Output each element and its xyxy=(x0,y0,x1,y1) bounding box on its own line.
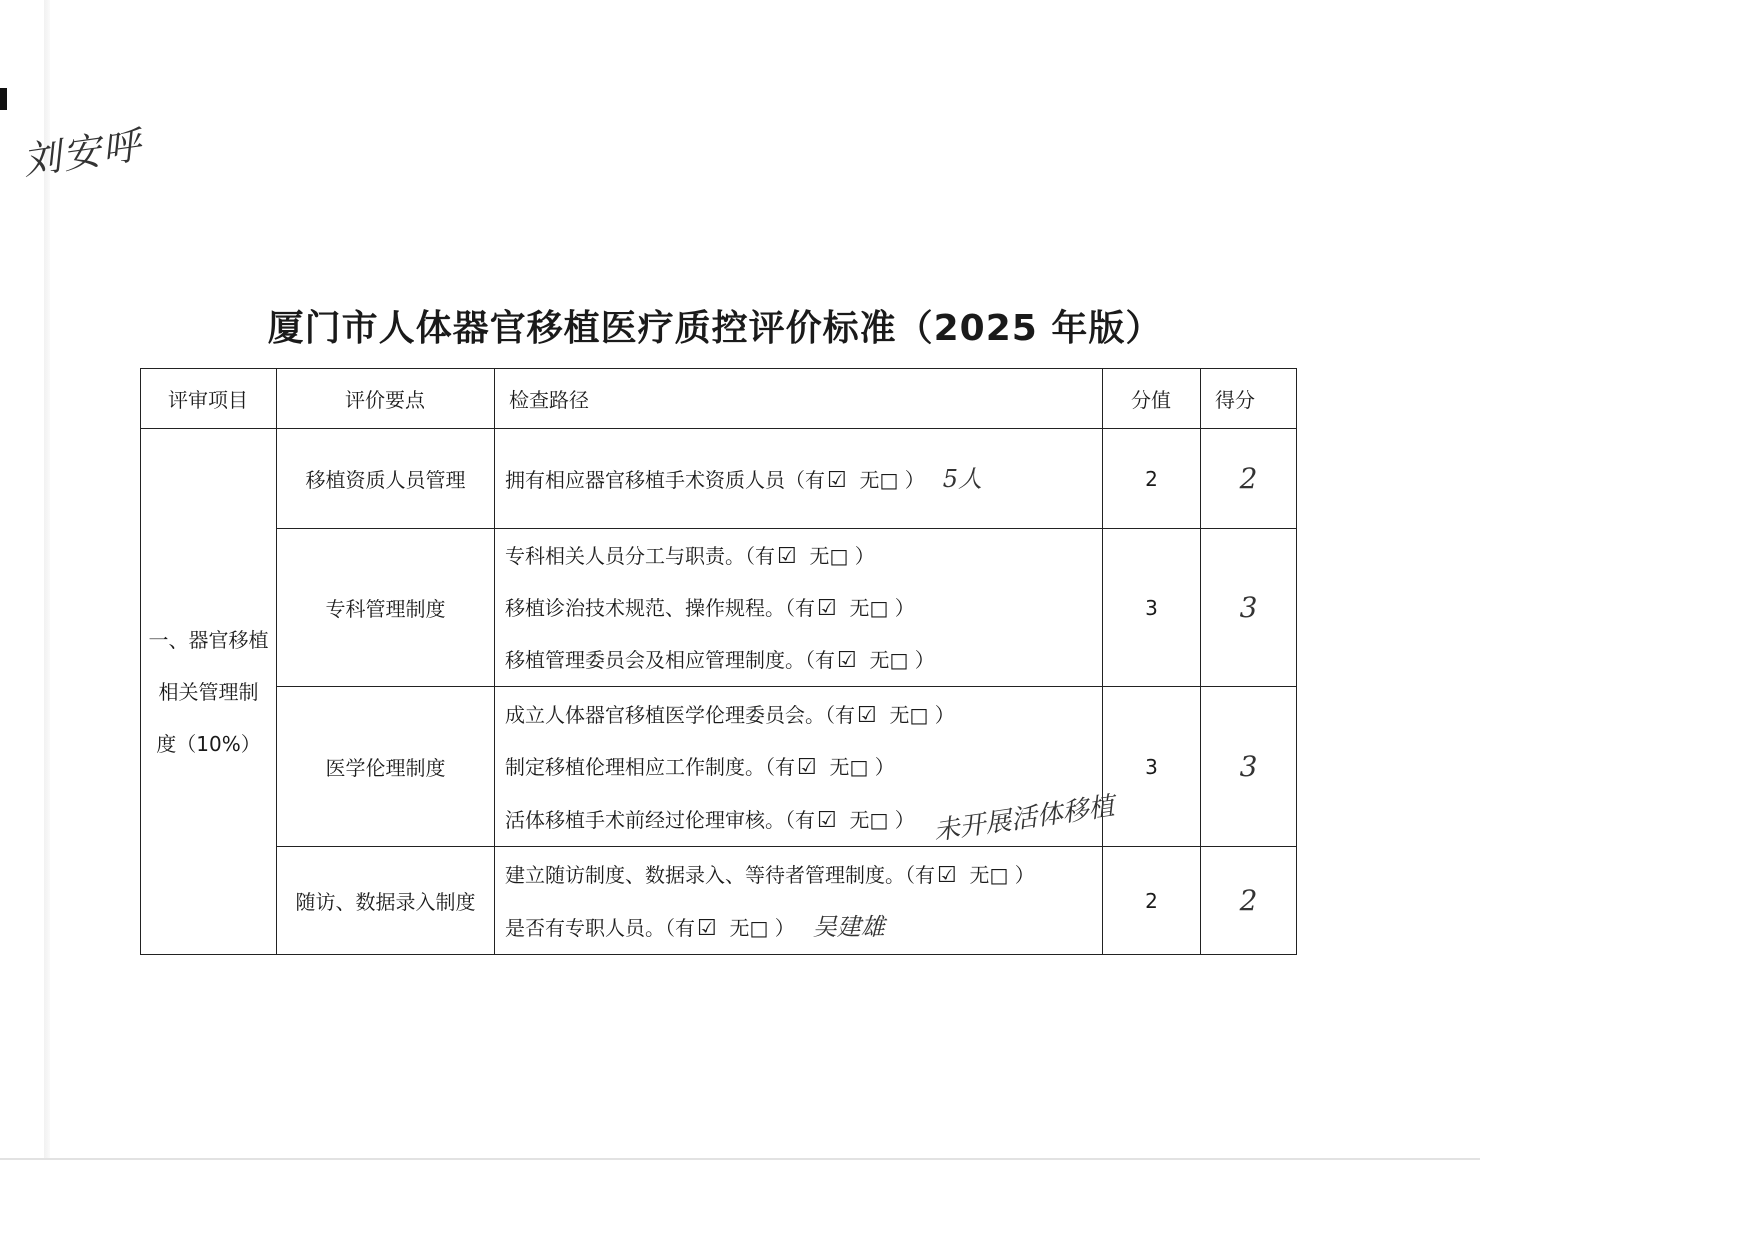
table-row xyxy=(141,687,1297,847)
check-item-text: 制定移植伦理相应工作制度。 xyxy=(505,754,765,779)
yes-label: （有 xyxy=(785,807,815,832)
handwritten-note: 未开展活体移植 xyxy=(931,790,1116,847)
no-label: 无□ ） xyxy=(969,862,1035,887)
category-line: 相关管理制 xyxy=(158,679,259,704)
check-item xyxy=(505,790,1116,847)
evaluation-point: 随访、数据录入制度 xyxy=(277,847,495,955)
table-row xyxy=(141,847,1297,955)
table-header-row xyxy=(141,369,1297,429)
no-label: 无□ ） xyxy=(889,702,955,727)
category-line: 一、器官移植 xyxy=(148,627,269,652)
score-value: 2 xyxy=(1103,847,1201,955)
no-label: 无□ ） xyxy=(829,754,895,779)
checked-box-icon: ☑ xyxy=(817,807,837,833)
no-label: 无□ ） xyxy=(729,915,795,940)
check-path-cell xyxy=(495,429,1103,529)
check-item-text: 活体移植手术前经过伦理审核。 xyxy=(505,807,785,832)
check-item-text: 成立人体器官移植医学伦理委员会。 xyxy=(505,702,825,727)
check-item xyxy=(505,582,1092,634)
got-value xyxy=(1201,687,1297,847)
score-value: 3 xyxy=(1103,687,1201,847)
handwritten-score: 3 xyxy=(1239,591,1258,624)
check-item-text: 拥有相应器官移植手术资质人员 xyxy=(505,467,785,492)
document-title: 厦门市人体器官移植医疗质控评价标准（2025 年版） xyxy=(267,308,1163,349)
paper-edge xyxy=(0,1158,1480,1160)
evaluation-point: 专科管理制度 xyxy=(277,529,495,687)
handwritten-score: 2 xyxy=(1239,884,1258,917)
yes-label: （有 xyxy=(765,754,795,779)
no-label: 无□ ） xyxy=(849,807,915,832)
check-item-text: 专科相关人员分工与职责。 xyxy=(505,543,745,568)
table-row xyxy=(141,529,1297,687)
header-path: 检查路径 xyxy=(495,369,1103,429)
no-label: 无□ ） xyxy=(869,647,935,672)
handwritten-score: 2 xyxy=(1239,462,1258,495)
yes-label: （有 xyxy=(805,647,835,672)
yes-label: （有 xyxy=(785,595,815,620)
check-item xyxy=(505,901,1092,953)
checked-box-icon: ☑ xyxy=(837,647,857,673)
check-item xyxy=(505,530,1092,582)
handwritten-signature: 刘安呼 xyxy=(20,122,145,184)
check-item xyxy=(505,741,1092,793)
check-item-text: 是否有专职人员。 xyxy=(505,915,665,940)
score-value: 3 xyxy=(1103,529,1201,687)
evaluation-table xyxy=(140,368,1297,955)
handwritten-note: 5人 xyxy=(942,464,982,493)
evaluation-point: 移植资质人员管理 xyxy=(277,429,495,529)
category-cell xyxy=(141,429,277,955)
yes-label: （有 xyxy=(745,543,775,568)
check-item xyxy=(505,634,1092,686)
got-value xyxy=(1201,529,1297,687)
yes-label: （有 xyxy=(665,915,695,940)
yes-label: （有 xyxy=(825,702,855,727)
header-score: 分值 xyxy=(1103,369,1201,429)
checked-box-icon: ☑ xyxy=(857,702,877,728)
check-item xyxy=(505,849,1092,901)
handwritten-note: 吴建雄 xyxy=(812,912,885,941)
checked-box-icon: ☑ xyxy=(777,543,797,569)
checked-box-icon: ☑ xyxy=(697,915,717,941)
check-item-text: 移植管理委员会及相应管理制度。 xyxy=(505,647,805,672)
check-item xyxy=(505,689,1092,741)
check-path-cell xyxy=(495,687,1116,847)
checked-box-icon: ☑ xyxy=(827,467,847,493)
category-line: 度（10%） xyxy=(156,731,261,756)
checked-box-icon: ☑ xyxy=(817,595,837,621)
checked-box-icon: ☑ xyxy=(797,754,817,780)
no-label: 无□ ） xyxy=(849,595,915,620)
check-path-cell xyxy=(495,847,1103,955)
header-item: 评审项目 xyxy=(141,369,277,429)
no-label: 无□ ） xyxy=(859,467,925,492)
handwritten-score: 3 xyxy=(1239,750,1258,783)
checked-box-icon: ☑ xyxy=(937,862,957,888)
check-item xyxy=(505,453,1092,505)
check-item-text: 建立随访制度、数据录入、等待者管理制度。 xyxy=(505,862,905,887)
header-got: 得分 xyxy=(1201,369,1297,429)
check-item-text: 移植诊治技术规范、操作规程。 xyxy=(505,595,785,620)
table-row xyxy=(141,429,1297,529)
score-value: 2 xyxy=(1103,429,1201,529)
header-point: 评价要点 xyxy=(277,369,495,429)
check-path-cell xyxy=(495,529,1103,687)
got-value xyxy=(1201,847,1297,955)
no-label: 无□ ） xyxy=(809,543,875,568)
evaluation-point: 医学伦理制度 xyxy=(277,687,495,847)
got-value xyxy=(1201,429,1297,529)
scan-mark xyxy=(0,88,7,110)
yes-label: （有 xyxy=(785,467,825,492)
yes-label: （有 xyxy=(905,862,935,887)
